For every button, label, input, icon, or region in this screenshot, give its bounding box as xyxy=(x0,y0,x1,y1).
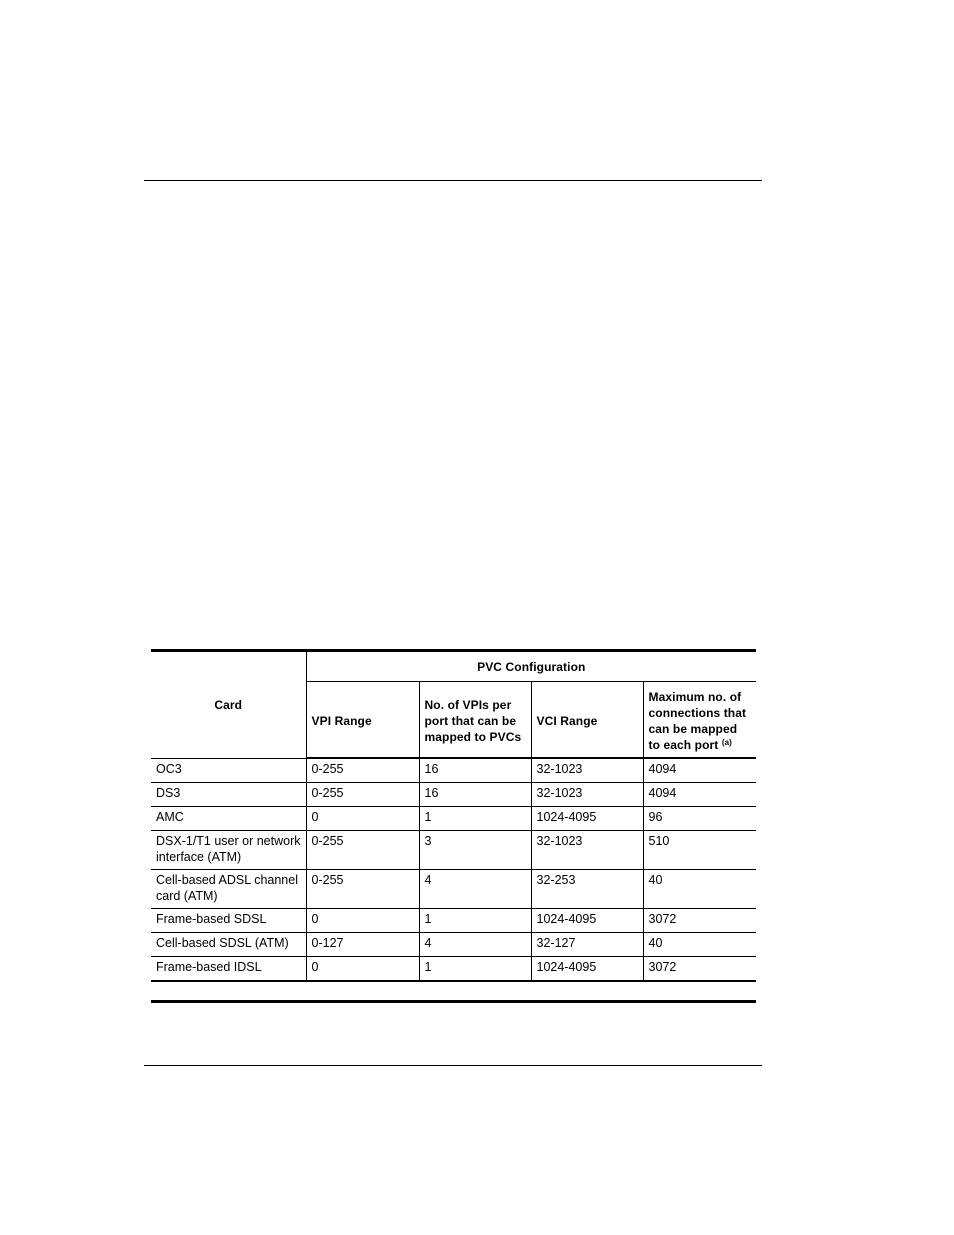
cell-vpi-range: 0 xyxy=(306,807,419,831)
table-end-rule xyxy=(151,1000,756,1003)
cell-max-connections: 96 xyxy=(643,807,756,831)
cell-vpi-range: 0-127 xyxy=(306,933,419,957)
cell-vpi-range: 0-255 xyxy=(306,831,419,870)
pvc-configuration-table xyxy=(151,649,756,982)
cell-vci-range: 1024-4095 xyxy=(531,957,643,982)
cell-vci-range: 1024-4095 xyxy=(531,909,643,933)
cell-max-connections: 4094 xyxy=(643,783,756,807)
cell-card: Frame-based SDSL xyxy=(151,909,306,933)
cell-vpi-range: 0-255 xyxy=(306,783,419,807)
footnote-marker: (a) xyxy=(721,737,732,747)
table-row xyxy=(151,807,756,831)
cell-card: Cell-based SDSL (ATM) xyxy=(151,933,306,957)
cell-vpi-range: 0-255 xyxy=(306,870,419,909)
cell-max-connections: 4094 xyxy=(643,758,756,783)
cell-max-connections: 40 xyxy=(643,933,756,957)
footer-rule xyxy=(144,1065,762,1066)
cell-vpis-per-port: 4 xyxy=(419,933,531,957)
table-row xyxy=(151,870,756,909)
table-body xyxy=(151,758,756,981)
cell-vpi-range: 0 xyxy=(306,909,419,933)
cell-vpis-per-port: 16 xyxy=(419,758,531,783)
cell-vpis-per-port: 1 xyxy=(419,957,531,982)
column-header-vpis-per-port: No. of VPIs per port that can be mapped to PVCs xyxy=(419,682,531,759)
cell-card: Frame-based IDSL xyxy=(151,957,306,982)
cell-max-connections: 3072 xyxy=(643,909,756,933)
column-header-vpi-range: VPI Range xyxy=(306,682,419,759)
cell-max-connections: 510 xyxy=(643,831,756,870)
header-rule xyxy=(144,180,762,181)
max-connections-label: Maximum no. of connections that can be mapped to each port xyxy=(648,689,747,752)
cell-vci-range: 32-1023 xyxy=(531,831,643,870)
cell-card: Cell-based ADSL channel card (ATM) xyxy=(151,870,306,909)
cell-card: AMC xyxy=(151,807,306,831)
cell-max-connections: 40 xyxy=(643,870,756,909)
table-row xyxy=(151,783,756,807)
cell-vpis-per-port: 1 xyxy=(419,807,531,831)
group-header-pvc-configuration: PVC Configuration xyxy=(306,651,756,682)
cell-vpis-per-port: 16 xyxy=(419,783,531,807)
table-row xyxy=(151,933,756,957)
cell-vci-range: 32-1023 xyxy=(531,758,643,783)
table-row xyxy=(151,831,756,870)
cell-card: DSX-1/T1 user or network interface (ATM) xyxy=(151,831,306,870)
cell-max-connections: 3072 xyxy=(643,957,756,982)
column-header-max-connections xyxy=(643,682,756,759)
cell-vci-range: 32-127 xyxy=(531,933,643,957)
table-row xyxy=(151,758,756,783)
cell-vpis-per-port: 1 xyxy=(419,909,531,933)
cell-vci-range: 32-1023 xyxy=(531,783,643,807)
cell-vci-range: 1024-4095 xyxy=(531,807,643,831)
cell-card: DS3 xyxy=(151,783,306,807)
cell-vpi-range: 0-255 xyxy=(306,758,419,783)
table-row xyxy=(151,957,756,982)
cell-vpi-range: 0 xyxy=(306,957,419,982)
cell-vpis-per-port: 4 xyxy=(419,870,531,909)
cell-vpis-per-port: 3 xyxy=(419,831,531,870)
pvc-configuration-table-container xyxy=(151,649,756,982)
table-row xyxy=(151,909,756,933)
table-group-header-row xyxy=(151,651,756,682)
column-header-card: Card xyxy=(151,651,306,759)
cell-vci-range: 32-253 xyxy=(531,870,643,909)
column-header-vci-range: VCI Range xyxy=(531,682,643,759)
cell-card: OC3 xyxy=(151,758,306,783)
